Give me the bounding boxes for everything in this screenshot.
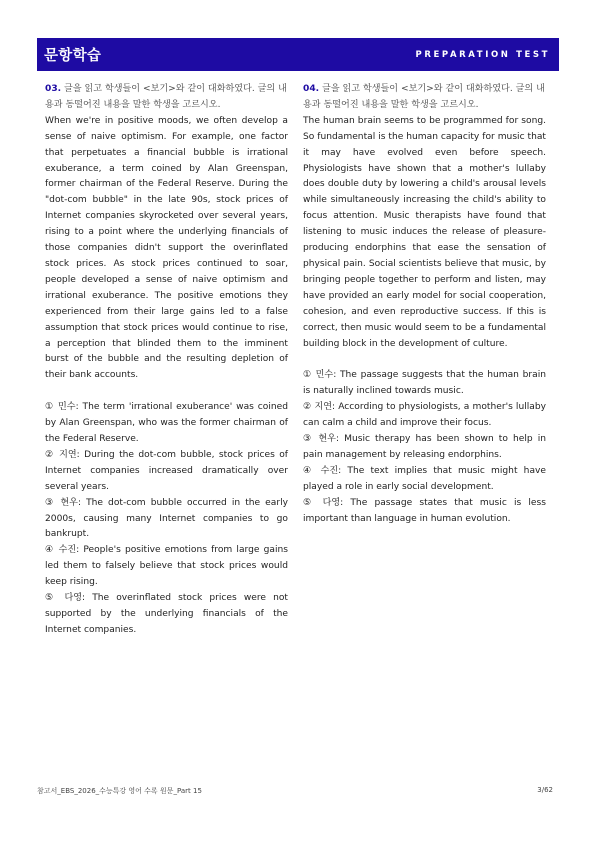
- answer-option-3[interactable]: ③ 현우: Music therapy has been shown to help in pain management by releasing endorphins.: [303, 434, 546, 460]
- question-prompt: [45, 82, 288, 114]
- answer-option-2[interactable]: ② 지연: During the dot-com bubble, stock prices of Internet companies increased dramatically over several years.: [45, 449, 288, 492]
- page-footer: [37, 786, 553, 796]
- question-instruction: 글을 읽고 학생들이 <보기>와 같이 대화하였다. 글의 내용과 동떨어진 내용을 말한 학생을 고르시오.: [45, 84, 287, 110]
- question-04: [303, 82, 546, 527]
- answer-option-2[interactable]: ② 지연: According to physiologists, a mother's lullaby can calm a child and improve their focus.: [303, 402, 546, 429]
- footer-source: 참고서_EBS_2026_수능특강 영어 수록 원문_Part 15: [37, 787, 202, 795]
- answer-option-3[interactable]: ③ 현우: The dot-com bubble occurred in the early 2000s, causing many Internet companies to go bankrupt.: [45, 497, 288, 540]
- answer-option-4[interactable]: ④ 수진: The text implies that music might have played a role in early social development.: [303, 465, 546, 492]
- question-number: 03.: [45, 84, 62, 94]
- page-number: 3/62: [537, 786, 553, 794]
- question-prompt: [303, 82, 546, 114]
- question-passage: When we're in positive moods, we often develop a sense of naive optimism. For example, one factor that perpetuates a financial bubble is irrational exuberance, a term coined by Alan Greenspan, former chairman of the Federal Reserve. During the "dot-com bubble" in the late 90s, stock prices of Internet companies skyrocketed over several years, rising to a point where the underlying financials of those companies didn't support the overinflated stock prices. As stock prices continued to soar, people developed a sense of naive optimism and irrational exuberance. The positive emotions they experienced from their large gains led to a false assumption that stock prices would continue to rise, a perception that blinded them to the imminent burst of the bubble and the resulting depletion of their bank accounts.: [45, 115, 288, 381]
- answer-option-4[interactable]: ④ 수진: People's positive emotions from large gains led them to falsely believe that stock prices would keep rising.: [45, 545, 288, 588]
- answer-option-5[interactable]: ⑤ 다영: The passage states that music is less important than language in human evolution.: [303, 497, 546, 524]
- answer-option-1[interactable]: ① 민수: The term 'irrational exuberance' was coined by Alan Greenspan, who was the former chairman of the Federal Reserve.: [45, 402, 288, 445]
- question-03: [45, 82, 288, 639]
- header-subtitle: PREPARATION TEST: [415, 49, 550, 60]
- page-header: [37, 38, 559, 71]
- answer-option-1[interactable]: ① 민수: The passage suggests that the human brain is naturally inclined towards music.: [303, 370, 546, 397]
- header-title: 문항학습: [44, 48, 102, 64]
- answer-option-5[interactable]: ⑤ 다영: The overinflated stock prices were not supported by the underlying financials of the Internet companies.: [45, 593, 288, 635]
- question-instruction: 글을 읽고 학생들이 <보기>와 같이 대화하였다. 글의 내용과 동떨어진 내용을 말한 학생을 고르시오.: [303, 84, 545, 110]
- question-number: 04.: [303, 84, 320, 94]
- question-passage: The human brain seems to be programmed for song. So fundamental is the human capacity for music that it may have evolved even before speech. Physiologists have shown that a mother's lullaby does double duty by lowering a child's arousal levels while simultaneously increasing the child's ability to focus attention. Music therapists have found that listening to music induces the release of pleasure-producing endorphins that ease the sensation of physical pain. Social scientists believe that music, by bringing people together to perform and listen, may have provided an early model for social cooperation, cohesion, and even reproductive success. If this is correct, then music would seem to be a fundamental building block in the development of culture.: [303, 115, 546, 349]
